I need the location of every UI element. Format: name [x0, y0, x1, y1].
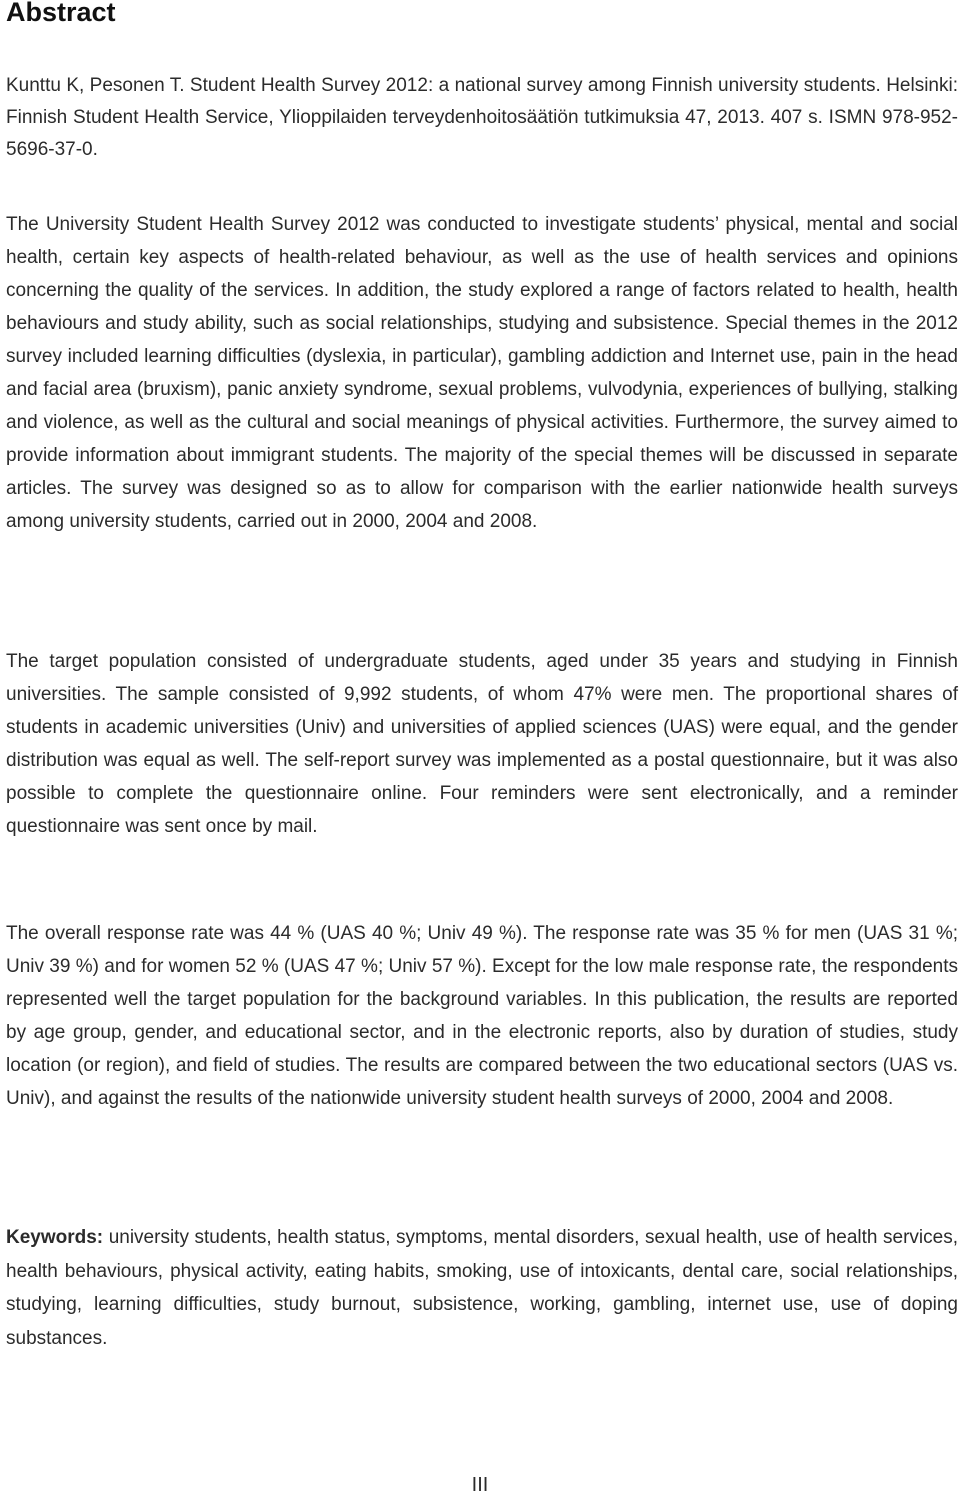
abstract-paragraph-survey-overview: The University Student Health Survey 2012 was conducted to investigate students’ physical, mental and social health, certain key aspects of health-related behaviour, as well as the use of health services and opinions concerning the quality of the services. In addition, the study explored a range of factors related to health, health behaviours and study ability, such as social relationships, studying and subsistence. Special themes in the 2012 survey included learning difficulties (dyslexia, in particular), gambling addiction and Internet use, pain in the head and facial area (bruxism), panic anxiety syndrome, sexual problems, vulvodynia, experiences of bullying, stalking and violence, as well as the cultural and social meanings of physical activities. Furthermore, the survey aimed to provide information about immigrant students. The majority of the special themes will be discussed in separate articles. The survey was designed so as to allow for comparison with the earlier nationwide health surveys among university students, carried out in 2000, 2004 and 2008. [6, 214, 958, 532]
keywords-label: Keywords: [6, 1227, 104, 1248]
keywords-list: university students, health status, symptoms, mental disorders, sexual health, use of health services, health behaviours, physical activity, eating habits, smoking, use of intoxicants, dental care, social relationships, studying, learning difficulties, study burnout, subsistence, working, gambling, internet use, use of doping substances. [6, 1227, 958, 1349]
abstract-paragraph-response-rate: The overall response rate was 44 % (UAS 40 %; Univ 49 %). The response rate was 35 % for men (UAS 31 %; Univ 39 %) and for women 52 % (UAS 47 %; Univ 57 %). Except for the low male response rate, the respondents represented well the target population for the background variables. In this publication, the results are reported by age group, gender, and educational sector, and in the electronic reports, also by duration of studies, study location (or region), and field of studies. The results are compared between the two educational sectors (UAS vs. Univ), and against the results of the nationwide university student health surveys of 2000, 2004 and 2008. [6, 923, 958, 1109]
citation-paragraph: Kunttu K, Pesonen T. Student Health Survey 2012: a national survey among Finnish university students. Helsinki: Finnish Student Health Service, Ylioppilaiden terveydenhoitosäätiön tutkimuksia 47, 2013. 407 s. ISMN 978-952-5696-37-0. [6, 75, 958, 160]
abstract-paragraph-target-population: The target population consisted of undergraduate students, aged under 35 years and studying in Finnish universities. The sample consisted of 9,992 students, of whom 47% were men. The proportional shares of students in academic universities (Univ) and universities of applied sciences (UAS) were equal, and the gender distribution was equal as well. The self-report survey was implemented as a postal questionnaire, but it was also possible to complete the questionnaire online. Four reminders were sent electronically, and a reminder questionnaire was sent once by mail. [6, 651, 958, 837]
page-title: Abstract [6, 0, 116, 27]
page-number: III [471, 1474, 489, 1496]
keywords-paragraph [6, 1221, 958, 1355]
